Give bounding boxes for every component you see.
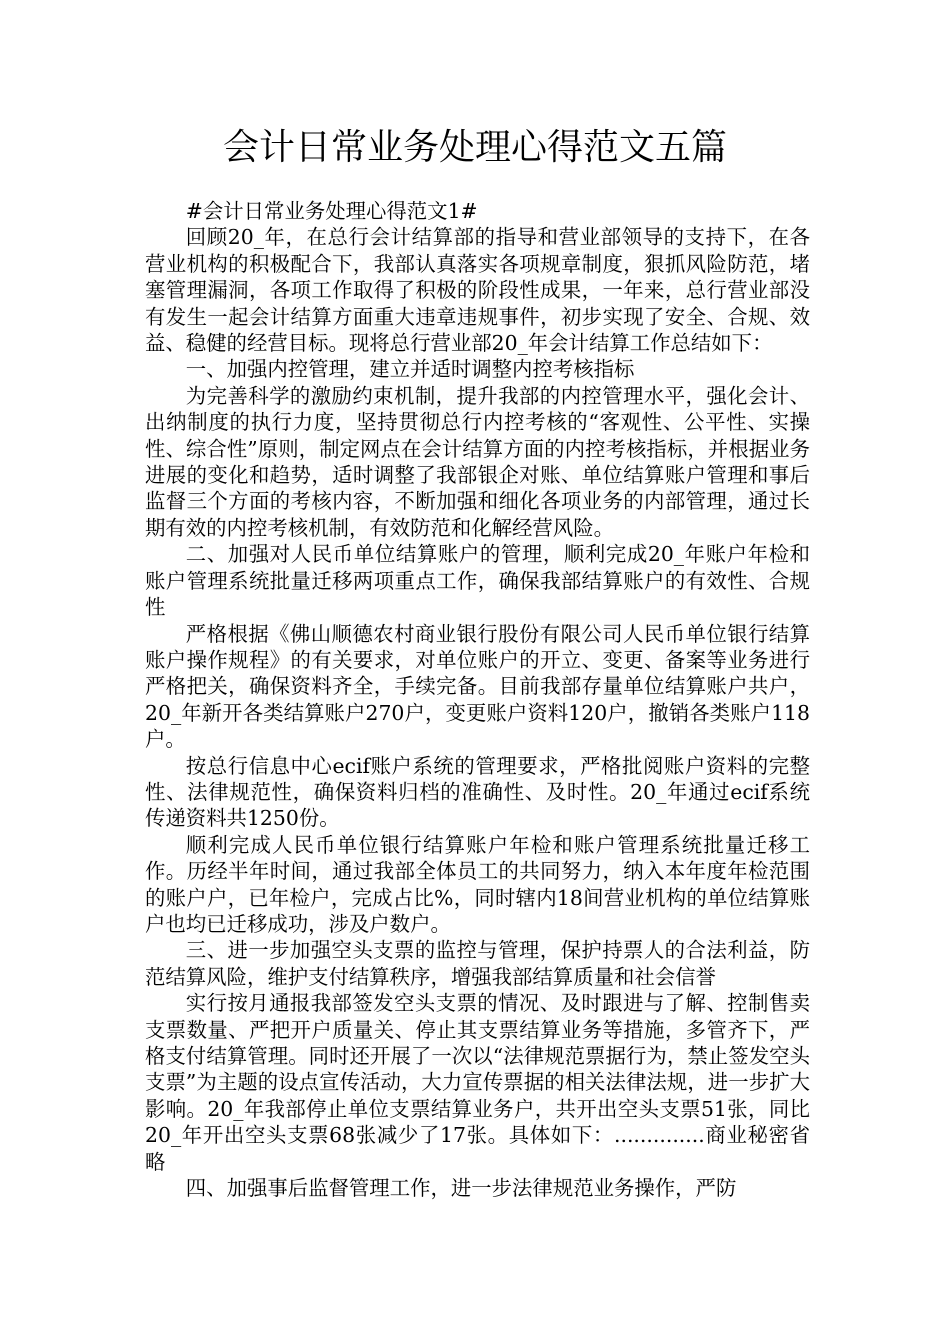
body-paragraph: 实行按月通报我部签发空头支票的情况、及时跟进与了解、控制售卖支票数量、严把开户质量关、停止其支票结算业务等措施，多管齐下，严格支付结算管理。同时还开展了一次以“法律规范票据行为，禁止签发空头支票”为主题的设点宣传活动，大力宣传票据的相关法律法规，进一步扩大影响。20_年我部停止单位支票结算业务户，共开出空头支票51张，同比20_年开出空头支票68张减少了17张。具体如下：..............商业秘密省略 <box>145 991 810 1174</box>
document-body <box>145 198 810 1201</box>
section-heading: 三、进一步加强空头支票的监控与管理，保护持票人的合法利益，防范结算风险，维护支付结算秩序，增强我部结算质量和社会信誉 <box>145 938 810 989</box>
body-paragraph: 顺利完成人民币单位银行结算账户年检和账户管理系统批量迁移工作。历经半年时间，通过我部全体员工的共同努力，纳入本年度年检范围的账户户，已年检户，完成占比%，同时辖内18间营业机构的单位结算账户也均已迁移成功，涉及户数户。 <box>145 832 810 936</box>
section-heading: 一、加强内控管理，建立并适时调整内控考核指标 <box>185 357 635 382</box>
section-heading: 四、加强事后监督管理工作，进一步法律规范业务操作，严防 <box>185 1176 737 1201</box>
body-paragraph: 回顾20_年，在总行会计结算部的指导和营业部领导的支持下，在各营业机构的积极配合下，我部认真落实各项规章制度，狠抓风险防范，堵塞管理漏洞，各项工作取得了积极的阶段性成果，一年来，总行营业部没有发生一起会计结算方面重大违章违规事件，初步实现了安全、合规、效益、稳健的经营目标。现将总行营业部20_年会计结算工作总结如下： <box>145 225 810 356</box>
body-paragraph: 为完善科学的激励约束机制，提升我部的内控管理水平，强化会计、出纳制度的执行力度，坚持贯彻总行内控考核的“客观性、公平性、实操性、综合性”原则，制定网点在会计结算方面的内控考核指标，并根据业务进展的变化和趋势，适时调整了我部银企对账、单位结算账户管理和事后监督三个方面的考核内容，不断加强和细化各项业务的内部管理，通过长期有效的内控考核机制，有效防范和化解经营风险。 <box>145 383 810 540</box>
document-title: 会计日常业务处理心得范文五篇 <box>222 127 727 168</box>
body-paragraph: 严格根据《佛山顺德农村商业银行股份有限公司人民币单位银行结算账户操作规程》的有关要求，对单位账户的开立、变更、备案等业务进行严格把关，确保资料齐全，手续完备。目前我部存量单位结算账户共户，20_年新开各类结算账户270户，变更账户资料120户，撤销各类账户118户。 <box>145 621 810 752</box>
section-heading: 二、加强对人民币单位结算账户的管理，顺利完成20_年账户年检和账户管理系统批量迁移两项重点工作，确保我部结算账户的有效性、合规性 <box>145 542 810 620</box>
body-paragraph: 按总行信息中心ecif账户系统的管理要求，严格批阅账户资料的完整性、法律规范性，确保资料归档的准确性、及时性。20_年通过ecif系统传递资料共1250份。 <box>145 753 810 831</box>
section-heading: #会计日常业务处理心得范文1# <box>185 199 478 223</box>
